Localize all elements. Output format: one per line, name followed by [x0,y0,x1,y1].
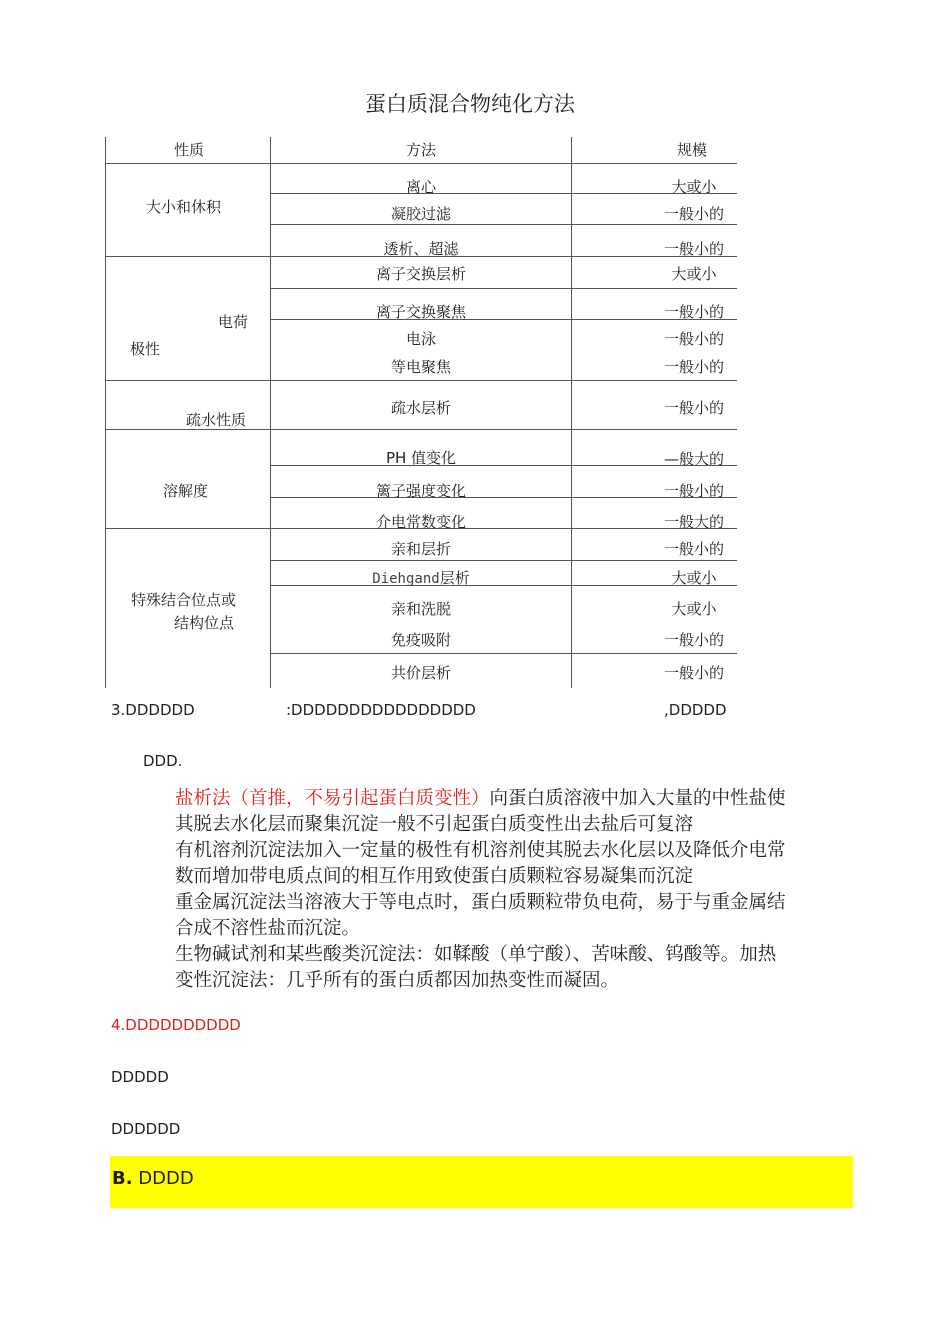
scale-cell: 大或小 [671,265,717,283]
method-cell [372,567,469,588]
method-cell: 共价层析 [390,664,452,682]
method-latin-text: Diehgand [372,571,440,587]
scale-cell: 一般小的 [663,303,725,321]
paragraph-line: 合成不溶性盐而沉淀。 [175,918,361,939]
table-col-divider-1 [270,137,271,688]
method-cell: 离子交换聚焦 [375,303,467,321]
section-4-line: DDDDD [111,1068,169,1086]
paragraph-line: 有机溶剂沉淀法加入一定量的极性有机溶剂使其脱去水化层以及降低介电常 [175,840,786,861]
property-cell: 极性 [130,340,161,358]
group-divider [105,380,737,381]
red-emphasis: 盐析法（首推，不易引起蛋白质变性） [175,788,490,809]
section-3-mid: :DDDDDDDDDDDDDDDD [286,701,476,719]
section-3-heading: 3.DDDDDD [111,701,195,719]
scale-cell: 一般大的 [663,513,725,531]
table-header-scale: 规模 [676,141,708,159]
property-cell: 大小和休积 [146,198,222,216]
method-cell: 亲和洗脱 [390,600,452,618]
row-divider [270,653,737,654]
method-cell: 疏水层析 [390,399,452,417]
method-cell: 介电常数变化 [375,513,467,531]
scale-cell: 一般小的 [663,540,725,558]
scale-cell: 一般小的 [663,205,725,223]
scale-cell: 一般小的 [663,330,725,348]
method-cell: 离子交换层析 [375,265,467,283]
table-col-divider-2 [571,137,572,688]
row-divider [270,224,737,225]
paragraph-line: 数而增加带电质点间的相互作用致使蛋白质颗粒容易凝集而沉淀 [175,866,694,887]
method-cell: 亲和层折 [390,540,452,558]
body-paragraph [175,786,786,994]
scale-cell: 大或小 [671,178,717,196]
row-divider [270,560,737,561]
property-cell: 电荷 [218,313,249,331]
section-b-text: DDDD [138,1168,194,1189]
scale-cell: 一般小的 [663,664,725,682]
method-cell: 等电聚焦 [390,358,452,376]
property-cell: 溶解度 [163,482,209,500]
table-header-property: 性质 [174,141,205,159]
property-cell: 特殊结合位点或 [131,591,237,609]
scale-cell: 一般小的 [663,358,725,376]
scale-cell: 一般小的 [663,631,725,649]
header-underline [105,163,737,164]
method-cell: 免疫吸附 [390,631,452,649]
paragraph-line: 变性沉淀法：几乎所有的蛋白质都因加热变性而凝固。 [175,970,620,991]
scale-cell: 一般小的 [663,399,725,417]
scale-cell: 大或小 [671,600,717,618]
section-b-label: B. [112,1168,133,1189]
method-cjk-text: 层析 [439,569,470,587]
row-divider [270,288,737,289]
property-cell: 疏水性质 [186,411,247,429]
page-title: 蛋白质混合物纯化方法 [365,92,575,116]
section-b-heading [112,1168,194,1189]
method-cell: 离心 [405,178,437,196]
scale-cell: 一般小的 [663,240,725,258]
paragraph-line: 盐析法（首推，不易引起蛋白质变性）向蛋白质溶液中加入大量的中性盐使 [175,788,786,809]
section-4-line: DDDDDD [111,1120,181,1138]
table-header-method: 方法 [405,141,437,159]
scale-cell: 大或小 [671,569,717,587]
highlight-bar [110,1156,853,1208]
row-divider [270,585,737,586]
scale-cell: 一般小的 [663,482,725,500]
scale-cell: —般大的 [663,450,725,468]
property-cell: 结构位点 [174,614,235,632]
method-cell: 凝胶过滤 [390,205,452,223]
method-cell: PH 值变化 [385,449,457,467]
method-cell: 篱子强度变化 [375,482,467,500]
method-cell: 电泳 [405,330,437,348]
paragraph-line: 生物碱试剂和某些酸类沉淀法：如鞣酸（单宁酸）、苦味酸、钨酸等。加热 [175,944,777,965]
paragraph-line: 其脱去水化层而聚集沉淀一般不引起蛋白质变性出去盐后可复溶 [175,814,694,835]
section-4-heading: 4.DDDDDDDDDD [111,1016,241,1034]
table-left-border [105,137,106,688]
section-3-right: ,DDDDD [664,701,727,719]
paragraph-line: 重金属沉淀法当溶液大于等电点时，蛋白质颗粒带负电荷，易于与重金属结 [175,892,786,913]
method-cell: 透析、超滤 [383,240,459,258]
row-divider [270,193,737,194]
section-3-cont: DDD. [143,752,183,770]
